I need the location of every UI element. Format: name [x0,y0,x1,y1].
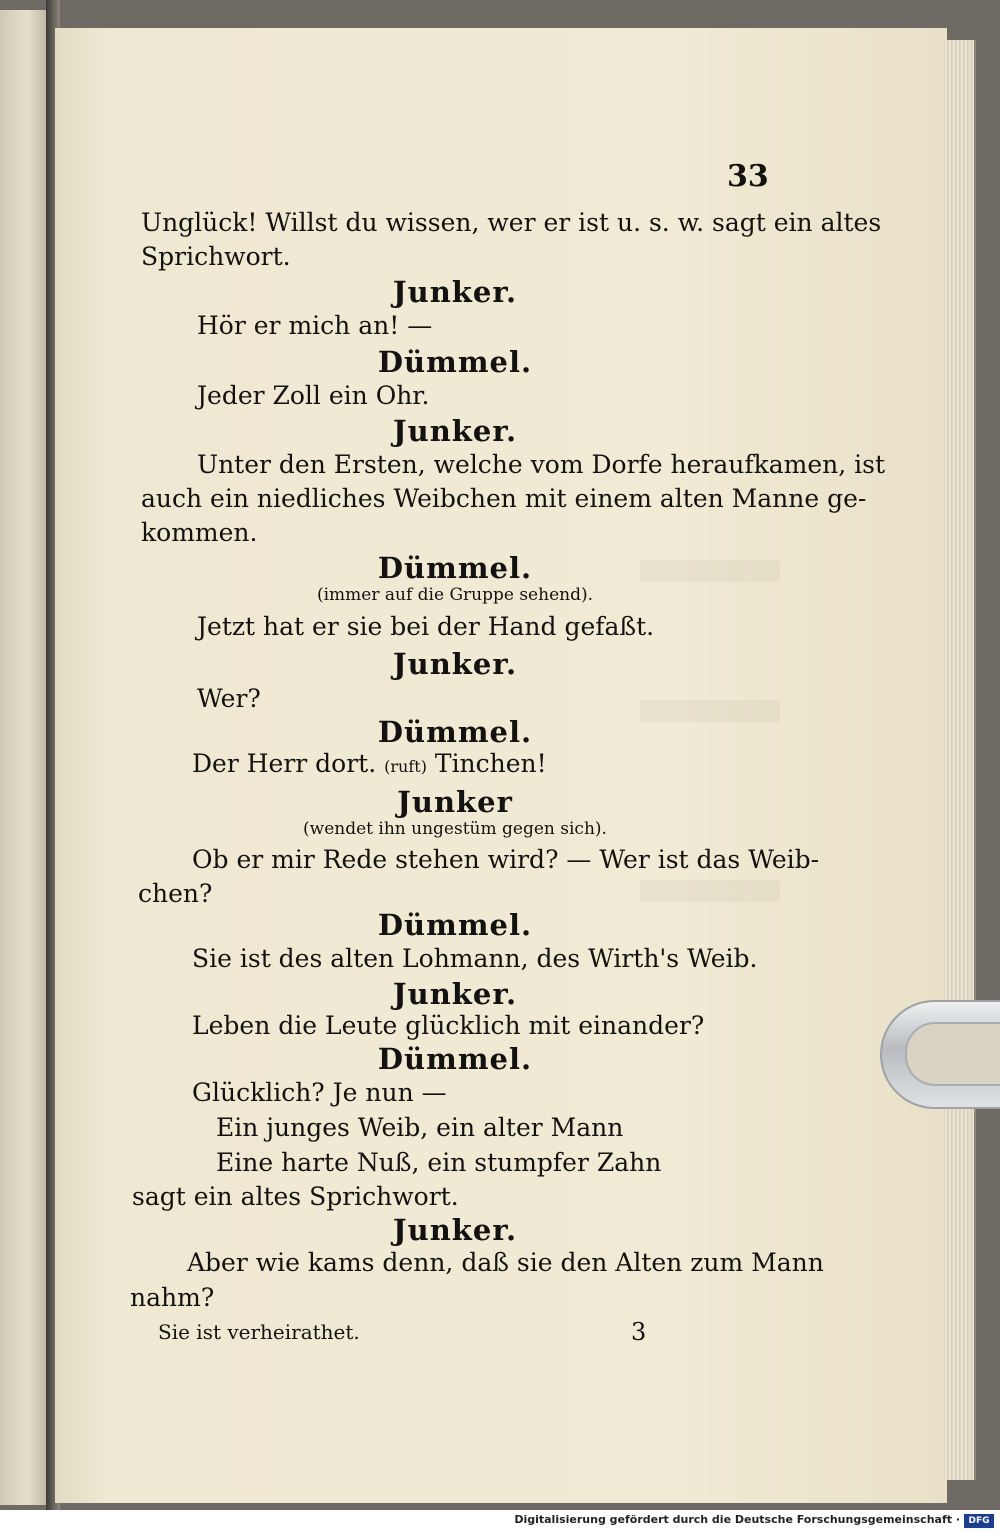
text-line [192,749,547,782]
text-line: Hör er mich an! — [197,311,433,340]
text-line: nahm? [130,1283,215,1312]
text-line: Jeder Zoll ein Ohr. [197,381,430,410]
signature-title: Sie ist verheirathet. [158,1320,360,1344]
text-line: kommen. [141,518,258,547]
speaker-heading: Junker. [392,647,518,681]
text-line: Leben die Leute glücklich mit einander? [192,1011,705,1040]
speaker-heading: Dümmel. [377,715,533,749]
verse-line: Ein junges Weib, ein alter Mann [216,1113,624,1142]
text-fragment: Der Herr dort. [192,749,377,778]
text-line: chen? [138,879,213,908]
stage-direction: (immer auf die Gruppe sehend). [316,585,593,605]
text-line: Wer? [197,684,261,713]
text-line: Jetzt hat er sie bei der Hand gefaßt. [197,612,655,641]
text-line: Unter den Ersten, welche vom Dorfe heraufkamen, ist [197,450,886,479]
speaker-heading: Junker. [392,414,518,448]
speaker-heading: Junker. [392,1213,518,1247]
text-line: Aber wie kams denn, daß sie den Alten zum Mann [187,1248,824,1277]
speaker-heading: Junker. [392,977,518,1011]
stage-direction: (wendet ihn ungestüm gegen sich). [303,819,607,839]
text-line: Sprichwort. [141,242,291,271]
speaker-heading: Dümmel. [377,908,533,942]
speaker-heading: Junker [397,785,513,819]
digitization-footer [0,1510,1000,1532]
text-line: Sie ist des alten Lohmann, des Wirth's Weib. [192,944,758,973]
speaker-heading: Dümmel. [377,345,533,379]
speaker-heading: Dümmel. [377,1042,533,1076]
text-line: sagt ein altes Sprichwort. [132,1182,459,1211]
text-line: auch ein niedliches Weibchen mit einem alten Manne ge- [141,484,867,513]
text-line: Unglück! Willst du wissen, wer er ist u. s. w. sagt ein altes [141,208,882,237]
page-number: 33 [727,159,769,194]
text-line: Glücklich? Je nun — [192,1078,447,1107]
text-fragment: Tinchen! [434,749,547,778]
speaker-heading: Junker. [392,275,518,309]
footer-credit: Digitalisierung gefördert durch die Deutsche Forschungsgemeinschaft · [514,1513,960,1526]
signature-number: 3 [631,1318,647,1346]
speaker-heading: Dümmel. [377,551,533,585]
verse-line: Eine harte Nuß, ein stumpfer Zahn [216,1148,662,1177]
text-line: Ob er mir Rede stehen wird? — Wer ist das Weib- [192,845,820,874]
stage-direction-inline: (ruft) [384,757,427,776]
dfg-logo-icon: DFG [964,1514,994,1528]
